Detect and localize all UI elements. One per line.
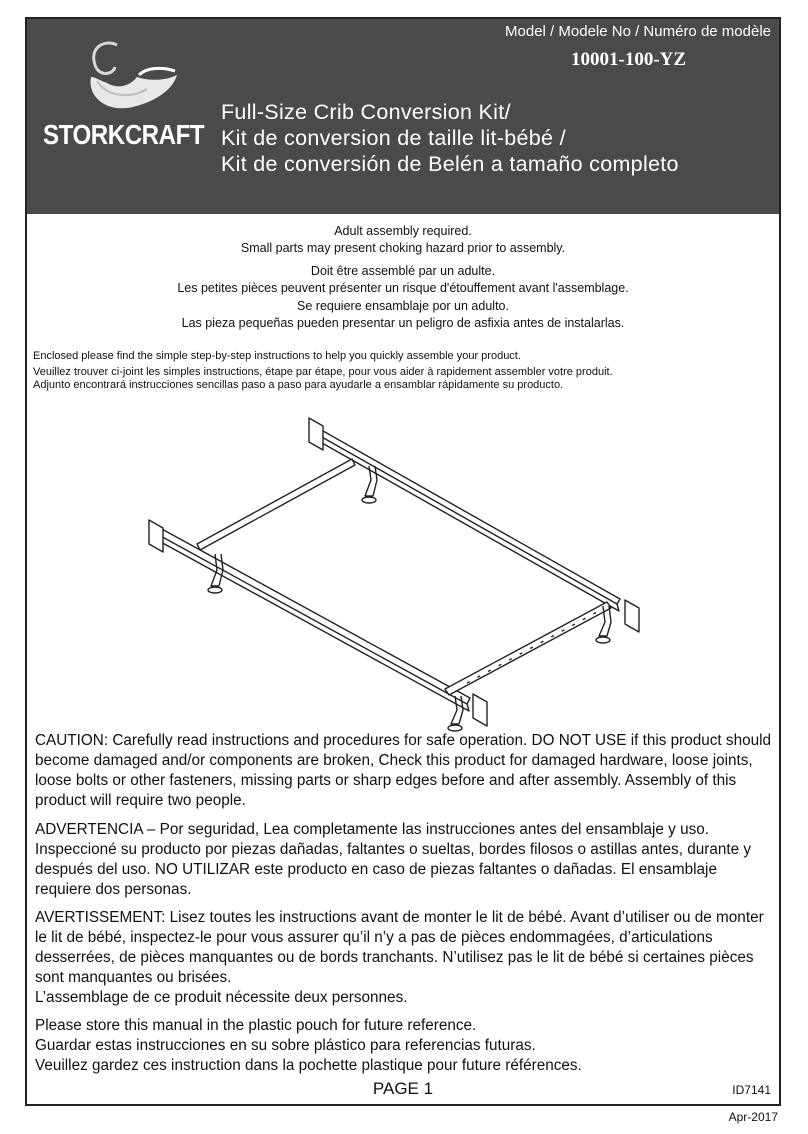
intro-en: Enclosed please find the simple step-by-step instructions to help you quickly assemble your product.	[33, 350, 521, 362]
notice-en-line1: Adult assembly required.	[334, 224, 472, 238]
stork-logo-icon	[77, 37, 187, 117]
caution-en	[35, 731, 775, 811]
header-banner	[27, 19, 779, 214]
notice-es-line1: Se requiere ensamblaje por un adulto.	[297, 299, 509, 313]
assembly-notice-en	[27, 223, 779, 257]
notice-en-line2: Small parts may present choking hazard prior to assembly.	[240, 241, 566, 255]
notice-fr-line2: Les petites pièces peuvent présenter un risque d'étouffement avant l'assemblage.	[177, 281, 629, 295]
store-manual-notice	[35, 1016, 775, 1076]
advertencia-text: ADVERTENCIA – Por seguridad, Lea completamente las instrucciones antes del ensamblaje y uso. Inspeccioné su producto por piezas dañadas, faltantes o sueltas, bordes filosos o astillas antes, durante y después del uso. NO UTILIZAR este producto en caso de piezas faltantes o dañadas. El ensamblaje requiere dos personas.	[35, 821, 751, 898]
store-es: Guardar estas instrucciones en su sobre plástico para referencias futuras.	[35, 1037, 536, 1054]
title-line-es: Kit de conversión de Belén a tamaño completo	[221, 152, 679, 176]
intro-text	[33, 348, 613, 392]
brand-name: STORKCRAFT	[43, 119, 205, 150]
page-number: PAGE 1	[372, 1079, 434, 1098]
page-frame	[25, 17, 781, 1106]
store-fr: Veuillez gardez ces instruction dans la pochette plastique pour future références.	[35, 1057, 582, 1074]
model-label: Model / Modele No / Numéro de modèle	[505, 23, 771, 40]
intro-fr: Veuillez trouver ci-joint les simples instructions, étape par étape, pour vous aider à rapidement assembler votre produit.	[33, 366, 613, 378]
assembly-notice-fr	[27, 263, 779, 297]
caution-en-text: CAUTION: Carefully read instructions and procedures for safe operation. DO NOT USE if this product should become damaged and/or components are broken, Check this product for damaged hardware, loose joints, loose bolts or other fasteners, missing parts or sharp edges before and after assembly. Assembly of this product will require two people.	[35, 732, 771, 809]
bed-frame-illustration	[137, 404, 657, 739]
advertencia-es	[35, 820, 775, 900]
model-number: 10001-100-YZ	[571, 49, 687, 70]
store-en: Please store this manual in the plastic pouch for future reference.	[35, 1017, 477, 1034]
intro-es: Adjunto encontrará instrucciones sencillas paso a paso para ayudarle a ensamblar rápidamente su producto.	[33, 379, 564, 391]
notice-es-line2: Las pieza pequeñas pueden presentar un peligro de asfixia antes de instalarlas.	[181, 316, 625, 330]
document-id: ID7141	[732, 1083, 771, 1097]
avertissement-fr	[35, 908, 775, 1008]
product-title	[221, 99, 679, 177]
avertissement-text-2: L’assemblage de ce produit nécessite deux personnes.	[35, 989, 408, 1006]
avertissement-text: AVERTISSEMENT: Lisez toutes les instructions avant de monter le lit de bébé. Avant d’utiliser ou de monter le lit de bébé, inspectez-le pour vous assurer qu’il n’y a pas de pièces endommagées, d’articulations desserrées, de pièces manquantes ou de bords tranchants. N’utilisez pas le lit de bébé si certaines pièces sont manquantes ou brisées.	[35, 909, 764, 986]
notice-fr-line1: Doit être assemblé par un adulte.	[310, 264, 496, 278]
assembly-notice-es	[27, 298, 779, 332]
title-line-fr: Kit de conversion de taille lit-bébé /	[221, 126, 566, 150]
title-line-en: Full-Size Crib Conversion Kit/	[221, 100, 511, 124]
revision-date: Apr-2017	[728, 1110, 778, 1124]
